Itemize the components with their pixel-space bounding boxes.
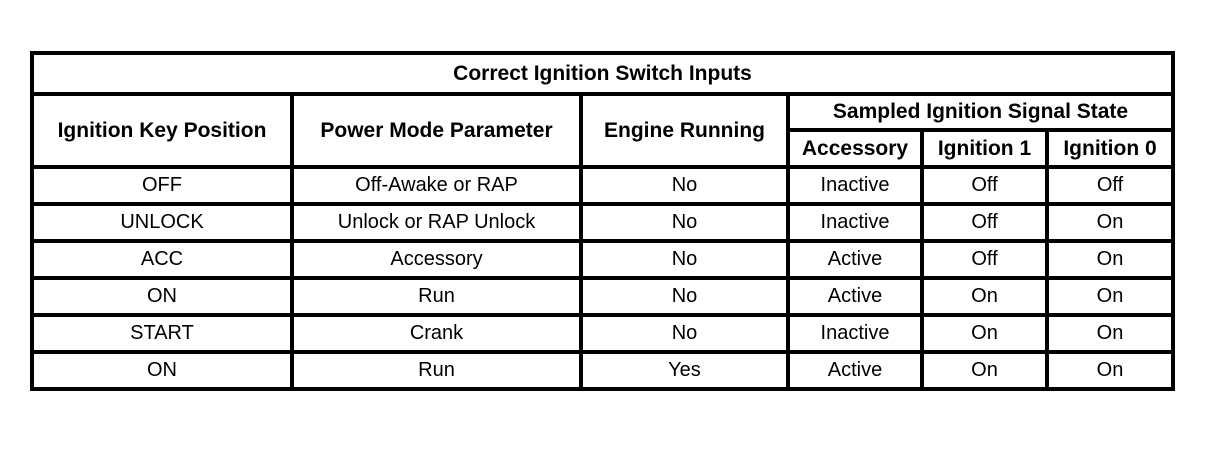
table-cell: Off-Awake or RAP [292, 167, 581, 204]
table-cell: Run [292, 352, 581, 389]
table-cell: ON [32, 352, 292, 389]
table-cell: Yes [581, 352, 788, 389]
table-cell: Off [922, 241, 1047, 278]
table-cell: On [1047, 352, 1173, 389]
table-cell: Run [292, 278, 581, 315]
table-cell: ON [32, 278, 292, 315]
table-row [32, 315, 1173, 352]
table-cell: On [922, 315, 1047, 352]
table-cell: Active [788, 241, 922, 278]
sub-header-accessory: Accessory [788, 130, 922, 167]
sub-header-ignition-1: Ignition 1 [922, 130, 1047, 167]
table-cell: On [1047, 278, 1173, 315]
table-cell: On [1047, 315, 1173, 352]
table-cell: Unlock or RAP Unlock [292, 204, 581, 241]
table-cell: START [32, 315, 292, 352]
table-row [32, 241, 1173, 278]
table-cell: Crank [292, 315, 581, 352]
ignition-switch-table-container [30, 51, 1175, 391]
table-cell: Off [922, 204, 1047, 241]
table-cell: No [581, 241, 788, 278]
table-cell: Inactive [788, 315, 922, 352]
table-title: Correct Ignition Switch Inputs [32, 53, 1173, 94]
table-cell: No [581, 278, 788, 315]
table-cell: Active [788, 278, 922, 315]
table-title-row [32, 53, 1173, 94]
table-cell: Active [788, 352, 922, 389]
table-row [32, 167, 1173, 204]
table-cell: No [581, 315, 788, 352]
table-cell: Off [1047, 167, 1173, 204]
table-cell: Accessory [292, 241, 581, 278]
table-cell: Off [922, 167, 1047, 204]
header-row-primary [32, 94, 1173, 130]
table-cell: OFF [32, 167, 292, 204]
table-cell: On [922, 352, 1047, 389]
table-cell: ACC [32, 241, 292, 278]
col-header-engine-running: Engine Running [581, 94, 788, 167]
table-cell: Inactive [788, 167, 922, 204]
table-cell: On [1047, 241, 1173, 278]
table-cell: On [1047, 204, 1173, 241]
table-row [32, 278, 1173, 315]
col-group-header-sampled-ignition-signal-state: Sampled Ignition Signal State [788, 94, 1173, 130]
table-cell: On [922, 278, 1047, 315]
col-header-power-mode-parameter: Power Mode Parameter [292, 94, 581, 167]
table-row [32, 204, 1173, 241]
table-cell: Inactive [788, 204, 922, 241]
table-cell: UNLOCK [32, 204, 292, 241]
table-cell: No [581, 204, 788, 241]
table-row [32, 352, 1173, 389]
ignition-switch-table [30, 51, 1175, 391]
col-header-ignition-key-position: Ignition Key Position [32, 94, 292, 167]
sub-header-ignition-0: Ignition 0 [1047, 130, 1173, 167]
table-cell: No [581, 167, 788, 204]
